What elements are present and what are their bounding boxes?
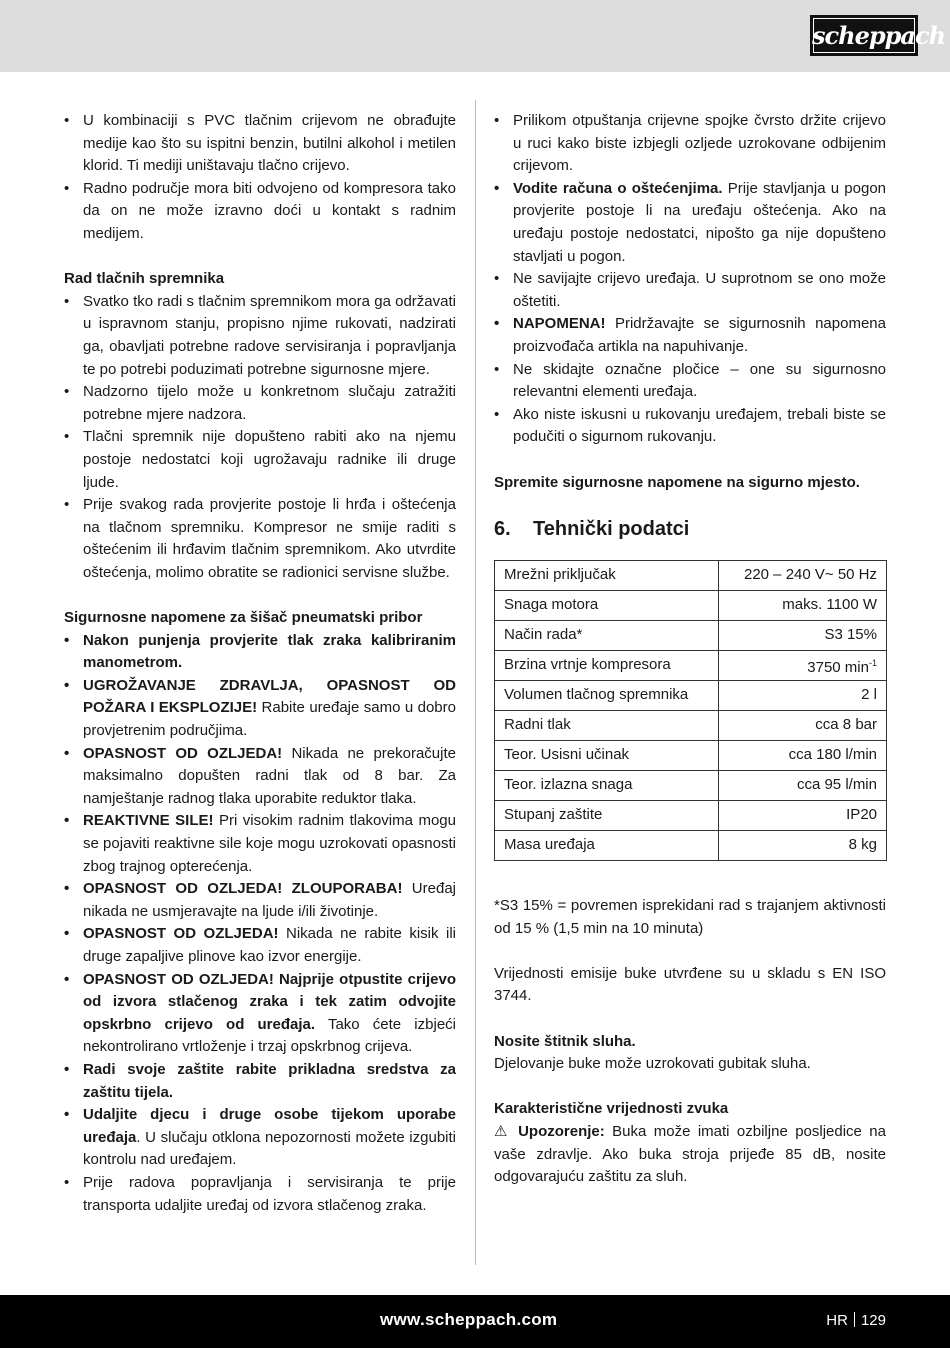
list-item [64,1059,456,1104]
language-code: HR [826,1312,848,1329]
safety-list [494,110,886,449]
section-number: 6. [494,518,511,541]
list-item [64,494,456,584]
list-item [494,359,886,404]
bold-lead: Vodite računa o oštećenjima. [513,179,723,197]
list-item [64,178,456,246]
section-heading-pneumatic-safety: Sigurnosne napomene za šišač pneumatski pribor [64,609,423,627]
bold-lead: Nakon punjenja provjerite tlak zraka kalibriranim manometrom. [83,631,456,672]
spec-label: Teor. Usisni učinak [495,741,719,771]
item-text: Prije stavljanja u pogon provjerite postoje li na uređaju oštećenja. Ako na uređaju postoje nedostatci, nipošto ga nije dopušteno stavljati u pogon. [513,179,887,265]
table-row [495,831,887,861]
table-row [495,801,887,831]
spec-value-exponent: -1 [868,657,877,668]
item-text: Uređaj nikada ne usmjeravajte na ljude i/ili životinje. [83,880,456,920]
item-text: Tlačni spremnik nije dopušteno rabiti ako na njemu postoje nedostatci koji ugrožavaju radnike ili druge ljude. [83,428,456,491]
right-column [494,110,886,1189]
spec-label: Snaga motora [495,591,719,621]
section-heading-pressure-vessels: Rad tlačnih spremnika [64,270,225,288]
item-text: . U slučaju otklona nepozornosti možete izgubiti kontrolu nad uređajem. [83,1128,456,1169]
list-item [64,630,456,675]
list-item [64,291,456,381]
bold-lead: OPASNOST OD OZLJEDA! ZLOUPORABA! [83,880,403,898]
spec-value-text: cca 95 l/min [796,776,877,794]
list-item [64,381,456,426]
list-item [64,110,456,178]
table-row [495,561,887,591]
item-text: Ne skidajte označne pločice – one su sigurnosno relevantni elementi uređaja. [513,360,886,401]
page-number: 129 [860,1312,886,1329]
website-link[interactable]: www.scheppach.com [380,1310,558,1329]
spec-value [719,621,887,651]
bold-lead: OPASNOST OD OZLJEDA! Najprije otpustite crijevo od izvora stlačenog zraka i tek zatim odvojite opskrbno crijevo od uređaja. [83,970,456,1033]
spec-label: Mrežni priključak [495,561,719,591]
table-row [495,741,887,771]
list-item [494,268,886,313]
item-text: Nikada ne prekoračujte maksimalno dopušten radni tlak od 8 bar. Za namještanje radnog tlaka uporabite reduktor tlaka. [83,744,456,807]
keep-note: Spremite sigurnosne napomene na sigurno mjesto. [494,473,860,491]
item-text: Nadzorno tijelo može u konkretnom slučaju zatražiti potrebne mjere nadzora. [83,383,456,423]
section-heading-technical-data [494,516,886,542]
table-row [495,591,887,621]
spec-value [719,801,887,831]
footer-band [0,1295,950,1348]
warning-triangle-icon: ⚠ [494,1123,511,1141]
spec-label: Brzina vrtnje kompresora [495,651,719,681]
list-item [64,675,456,743]
item-text: Rabite uređaje samo u dobro provjetrenim područjima. [83,699,456,740]
scheppach-logo: scheppach [810,15,918,56]
spec-value [719,771,887,801]
bold-lead: UGROŽAVANJE ZDRAVLJA, OPASNOST OD POŽARA I EKSPLOZIJE! [83,676,456,717]
list-item [64,1172,456,1217]
item-text: Prije radova popravljanja i servisiranja te prije transporta udaljite uređaj od izvora stlačenog zraka. [83,1173,456,1214]
spec-value-text: cca 180 l/min [788,746,877,764]
page-indicator [826,1310,886,1333]
spec-value-text: S3 15% [824,626,877,644]
item-text: Prilikom otpuštanja crijevne spojke čvrsto držite crijevo u ruci kako biste izbjegli ozljede uzrokovane odbijenim crijevom. [513,112,886,175]
warning-label: Upozorenje: [518,1123,605,1141]
item-text: Ne savijajte crijevo uređaja. U suprotnom se ono može oštetiti. [513,270,886,310]
list-item [64,969,456,1059]
spec-value [719,681,887,711]
list-item [494,404,886,449]
list-item [64,923,456,968]
spec-value-text: 2 l [861,686,877,704]
item-text: Pri visokim radnim tlakovima mogu se pojaviti reaktivne sile koje mogu uzrokovati opasnosti zbog trajnog opterećenja. [83,812,456,875]
table-row [495,771,887,801]
warning-paragraph [494,1121,886,1189]
bold-lead: OPASNOST OD OZLJEDA! [83,925,279,943]
list-item [494,110,886,178]
item-text: Tako ćete izbjeći nekontrolirano vrtloženje i trzaj opskrbnog crijeva. [83,1015,456,1056]
pneumatic-safety-list [64,630,456,1217]
spec-value [719,711,887,741]
spec-value-text: maks. 1100 W [782,596,877,614]
list-item [64,426,456,494]
list-item [64,810,456,878]
sound-title: Karakteristične vrijednosti zvuka [494,1100,729,1118]
spec-value-text: 3750 min [807,658,869,676]
table-row [495,711,887,741]
specs-table [494,560,887,861]
spec-value [719,591,887,621]
item-text: Svatko tko radi s tlačnim spremnikom mora ga održavati u ispravnom stanju, propisno njime rukovati, nadzirati ga, obavljati potrebne radove servisiranja i popravljanja te po potrebi poduzimati potrebne sigurnosne mjere. [83,292,456,378]
spec-value-text: 8 kg [848,836,877,854]
table-row [495,621,887,651]
spec-value [719,561,887,591]
item-text: Prije svakog rada provjerite postoje li hrđa i oštećenja na tlačnom spremniku. Kompresor ne smije raditi s oštećenim ili hrđavim tlačnim spremnikom. Ako utvrdite oštećenja, molimo obratite se radionici servisne službe. [83,496,456,581]
separator [854,1312,855,1327]
spec-value [719,831,887,861]
spec-label: Teor. izlazna snaga [495,771,719,801]
bold-lead: Radi svoje zaštite rabite prikladna sredstva za zaštitu tijela. [83,1060,456,1101]
item-text: Nikada ne rabite kisik ili druge zapaljive plinove kao izvor energije. [83,925,456,965]
footnote: *S3 15% = povremen isprekidani rad s trajanjem aktivnosti od 15 % (1,5 min na 10 minuta) [494,897,886,937]
pressure-vessel-list [64,291,456,585]
spec-label: Stupanj zaštite [495,801,719,831]
spec-value-text: cca 8 bar [815,716,877,734]
section-title: Tehnički podatci [533,518,690,541]
spec-label: Volumen tlačnog spremnika [495,681,719,711]
table-row [495,651,887,681]
bold-lead: NAPOMENA! [513,315,606,333]
item-text: Pridržavajte se sigurnosnih napomena proizvođača artikla na napuhivanje. [513,315,886,355]
list-item [64,743,456,811]
spec-value-text: IP20 [846,806,877,824]
warning-text: Buka može imati ozbiljne posljedice na vaše zdravlje. Ako buka stroja prijeđe 85 dB, nosite odgovarajuću zaštitu za sluh. [494,1123,886,1186]
table-row [495,681,887,711]
spec-label: Način rada* [495,621,719,651]
hearing-text: Djelovanje buke može uzrokovati gubitak sluha. [494,1055,811,1073]
bold-lead: OPASNOST OD OZLJEDA! [83,744,283,762]
noise-text: Vrijednosti emisije buke utvrđene su u skladu s EN ISO 3744. [494,964,886,1005]
item-text: Ako niste iskusni u rukovanju uređajem, trebali biste se podučiti o sigurnom rukovanju. [513,405,886,446]
list-item [64,1104,456,1172]
spec-label: Radni tlak [495,711,719,741]
spec-label: Masa uređaja [495,831,719,861]
column-divider [475,100,476,1265]
list-item [494,178,886,268]
bold-lead: REAKTIVNE SILE! [83,812,214,830]
spec-value [719,741,887,771]
bold-lead: Udaljite djecu i druge osobe tijekom uporabe uređaja [83,1106,456,1146]
list-item [64,878,456,923]
list-item [494,313,886,358]
spec-value-text: 220 – 240 V~ 50 Hz [743,566,877,584]
intro-list [64,110,456,246]
header-band [0,0,950,72]
spec-value [719,651,887,681]
item-text: Radno područje mora biti odvojeno od kompresora tako da on ne može izravno doći u kontakt s radnim medijem. [83,179,456,242]
hearing-title: Nosite štitnik sluha. [494,1032,636,1050]
left-column [64,110,456,1217]
item-text: U kombinaciji s PVC tlačnim crijevom ne obrađujte medije kao što su ispitni benzin, butilni alkohol i metilen klorid. Ti mediji uništavaju tlačno crijevo. [83,112,456,175]
